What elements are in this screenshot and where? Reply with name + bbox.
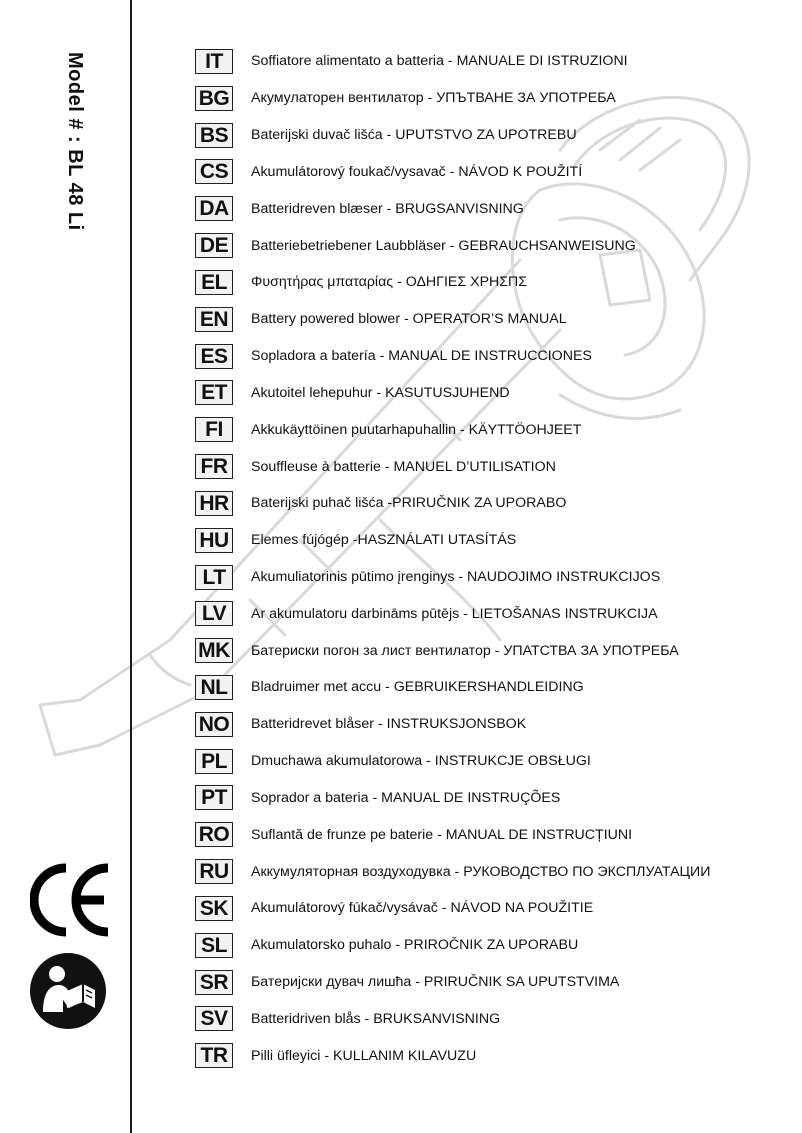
language-code-box: RU [195,859,233,884]
vertical-divider [130,0,132,1133]
language-code-box: EL [195,270,233,295]
language-row [195,374,710,411]
language-row [195,153,710,190]
language-code-box: SL [195,933,233,958]
language-title: Soffiatore alimentato a batteria - MANUALE DI ISTRUZIONI [251,53,628,70]
language-title: Batteridreven blæser - BRUGSANVISNING [251,200,524,217]
language-code-box: HR [195,491,233,516]
language-title: Batteridrevet blåser - INSTRUKSJONSBOK [251,716,527,733]
language-title: Ar akumulatoru darbināms pūtējs - LIETOŠANAS INSTRUKCIJA [251,605,658,622]
language-row [195,338,710,375]
language-title: Bladruimer met accu - GEBRUIKERSHANDLEIDING [251,679,584,696]
language-row [195,1001,710,1038]
language-row [195,43,710,80]
model-number: Model # : BL 48 Li [64,52,86,231]
language-title: Dmuchawa akumulatorowa - INSTRUKCJE OBSŁUGI [251,753,591,770]
language-title: Батериски погон за лист вентилатор - УПАТСТВА ЗА УПОТРЕБА [251,642,679,659]
language-title: Pilli üfleyici - KULLANIM KILAVUZU [251,1047,477,1064]
language-row [195,190,710,227]
language-title: Akkukäyttöinen puutarhapuhallin - KÄYTTÖOHJEET [251,421,582,438]
language-code-box: PT [195,785,233,810]
language-code-box: SV [195,1006,233,1031]
language-row [195,669,710,706]
language-row [195,780,710,817]
language-code-box: HU [195,528,233,553]
language-row [195,816,710,853]
language-code-box: DE [195,233,233,258]
language-row [195,706,710,743]
language-code-box: TR [195,1043,233,1068]
language-row [195,80,710,117]
language-row [195,927,710,964]
language-title: Akumuliatorinis pūtimo įrenginys - NAUDOJIMO INSTRUKCIJOS [251,569,661,585]
read-manual-icon [29,952,107,1030]
ce-mark-icon [30,862,112,938]
language-code-box: SR [195,970,233,995]
language-title: Akumulátorový foukač/vysavač - NÁVOD K POUŽITÍ [251,163,583,180]
language-title: Souffleuse à batterie - MANUEL D’UTILISATION [251,458,556,475]
language-code-box: NO [195,712,233,737]
language-row [195,1037,710,1074]
language-row [195,264,710,301]
language-row [195,559,710,596]
language-code-box: PL [195,749,233,774]
language-code-box: LT [195,565,233,590]
language-code-box: NL [195,675,233,700]
language-row [195,448,710,485]
language-row [195,411,710,448]
language-title: Akumulatorsko puhalo - PRIROČNIK ZA UPORABU [251,937,579,954]
language-title: Baterijski duvač lišća - UPUTSTVO ZA UPOTREBU [251,127,577,144]
language-code-box: ES [195,344,233,369]
language-title: Battery powered blower - OPERATOR’S MANUAL [251,311,567,328]
language-code-box: CS [195,159,233,184]
language-code-box: EN [195,307,233,332]
language-code-box: LV [195,601,233,626]
language-title: Batteriebetriebener Laubbläser - GEBRAUCHSANWEISUNG [251,237,636,254]
language-title: Elemes fújógép -HASZNÁLATI UTASÍTÁS [251,532,517,549]
language-row [195,743,710,780]
language-title: Akutoitel lehepuhur - KASUTUSJUHEND [251,384,510,401]
language-title: Аккумуляторная воздуходувка - РУКОВОДСТВО ПО ЭКСПЛУАТАЦИИ [251,863,711,880]
language-code-box: MK [195,638,233,663]
language-row [195,522,710,559]
language-code-box: BS [195,123,233,148]
language-row [195,890,710,927]
language-code-box: IT [195,49,233,74]
language-row [195,301,710,338]
language-row [195,595,710,632]
language-title: Sopladora a batería - MANUAL DE INSTRUCCIONES [251,348,592,365]
language-row [195,485,710,522]
language-row [195,853,710,890]
language-title: Akumulátorový fúkač/vysávač - NÁVOD NA POUŽITIE [251,900,594,917]
language-title: Suflantă de frunze pe baterie - MANUAL DE INSTRUCȚIUNI [251,826,633,843]
language-title: Soprador a bateria - MANUAL DE INSTRUÇÕES [251,789,561,806]
language-row [195,964,710,1001]
language-title: Batteridriven blås - BRUKSANVISNING [251,1010,501,1027]
language-code-box: FI [195,417,233,442]
language-code-box: BG [195,86,233,111]
language-row [195,632,710,669]
language-list [195,43,710,1074]
language-title: Baterijski puhač lišća -PRIRUČNIK ZA UPORABO [251,495,567,512]
language-title: Батеријски дувач лишћа - PRIRUČNIK SA UPUTSTVIMA [251,974,620,991]
language-title: Φυσητήρας μπαταρίας - ΟΔΗΓΙΕΣ ΧΡΗΣΠΣ [251,274,528,291]
language-code-box: FR [195,454,233,479]
language-code-box: DA [195,196,233,221]
language-row [195,227,710,264]
language-code-box: ET [195,380,233,405]
language-row [195,117,710,154]
language-title: Акумулаторен вентилатор - УПЪТВАНЕ ЗА УПОТРЕБА [251,90,616,107]
language-code-box: RO [195,822,233,847]
language-code-box: SK [195,896,233,921]
